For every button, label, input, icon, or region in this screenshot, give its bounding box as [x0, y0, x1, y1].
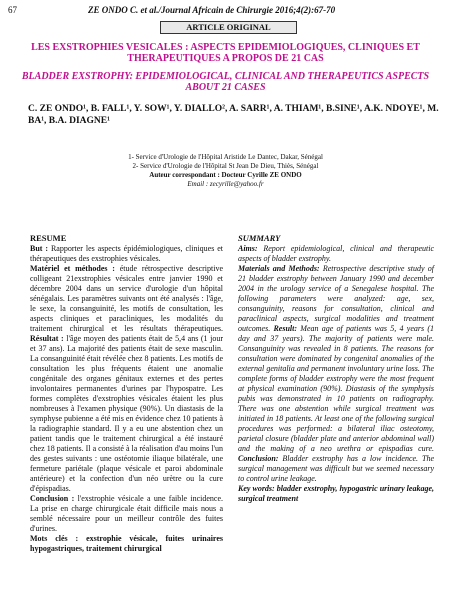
section-label: ARTICLE ORIGINAL — [160, 21, 297, 34]
affiliations — [60, 153, 391, 189]
resume-methods-text: étude rétrospective descriptive colligeant 21exstrophies vésicales entre janvier 1990 et décembre 2004 dans un service d'urologie d'un hôpital sénégalais. Les paramètres suivants ont été analysés : l'âge, le sexe, la consanguinité, les motifs de consultation, les aspects cliniques et paracliniques, les modalités du traitement chirurgical et les résultats thérapeutiques. — [30, 264, 224, 333]
affiliation-1: 1- Service d'Urologie de l'Hôpital Aristide Le Dantec, Dakar, Sénégal — [128, 153, 323, 161]
summary-conclusion-label: Conclusion: — [238, 454, 279, 463]
journal-citation: ZE ONDO C. et al./Journal Africain de Chirurgie 2016;4(2):67-70 — [88, 5, 336, 15]
summary-methods-text: Retrospective descriptive study of 21 bladder exstrophy between January 1990 and december 2004 in the urology service of a Senegalese hospital. The following parameters were analyzed: age, sex, consanguinity, reasons for consultation, clinical and paraclinical aspects, surgical modalities and treatment outcomes. — [238, 264, 435, 333]
running-header — [8, 5, 443, 19]
summary-result-text: Mean age of patients was 5, 4 years (1 day and 37 years). The majority of patients were male. Consanguinity was revealed in 8 patients. The reasons for consultation were dominated by congenital anomalies of the external genitalia and permanent involuntary urine loss. The complete forms of bladder exstrophy were the most frequent at physical examination (90%). Diastasis of the symphysis pubis was demonstrated in 10 patients on radiography. There was one abstention while surgical treatment was initiated in 18 patients. At least one of the following surgical procedures was performed: a bilateral iliac osteotomy, parietal closure (bladder plate and anterior abdominal wall) and the making of a neo urethra or epispadias cure. — [238, 324, 435, 453]
resume-methods-label: Matériel et méthodes : — [30, 264, 115, 273]
summary-keywords — [238, 484, 434, 504]
summary-aims-label: Aims: — [238, 244, 258, 253]
affiliation-2: 2- Service d'Urologie de l'Hôpital St Jean De Dieu, Thiès, Sénégal — [132, 162, 319, 170]
resume-results-label: Résultat : — [30, 334, 64, 343]
title-french: LES EXSTROPHIES VESICALES : ASPECTS EPIDEMIOLOGIQUES, CLINIQUES ET THERAPEUTIQUES A PROPOS DE 21 CAS — [31, 42, 420, 64]
resume-conclusion-label: Conclusion : — [30, 494, 75, 503]
resume-methods — [30, 264, 223, 494]
corresponding-author: Auteur correspondant : Docteur Cyrille ZE ONDO — [149, 171, 302, 179]
resume-but — [30, 244, 223, 264]
summary-aims-text: Report epidemiological, clinical and therapeutic aspects of bladder exstrophy. — [238, 244, 435, 263]
summary-methods — [238, 264, 434, 484]
abstract-french — [30, 233, 223, 554]
corresponding-email: Email : zecyrille@yahoo.fr — [187, 180, 264, 188]
resume-keywords-label: Mots clés : — [30, 534, 79, 543]
resume-keywords — [30, 534, 223, 554]
author-list: C. ZE ONDO¹, B. FALL¹, Y. SOW¹, Y. DIALLO², A. SARR¹, A. THIAM¹, B.SINE¹, A.K. NDOYE¹, M. BA¹, B.A. DIAGNE¹ — [28, 104, 439, 126]
summary-keywords-label: Key words: — [238, 484, 275, 493]
title-english: BLADDER EXSTROPHY: EPIDEMIOLOGICAL, CLINICAL AND THERAPEUTICS ASPECTS ABOUT 21 CASES — [21, 71, 430, 93]
abstract-english — [238, 233, 434, 504]
resume-but-text: Rapporter les aspects épidémiologiques, cliniques et thérapeutiques des exstrophies vésicales. — [30, 244, 224, 263]
resume-conclusion — [30, 494, 223, 534]
page-number: 67 — [8, 5, 17, 15]
summary-heading: SUMMARY — [238, 233, 281, 243]
summary-methods-label: Materials and Methods: — [238, 264, 320, 273]
resume-but-label: But : — [30, 244, 49, 253]
summary-conclusion-text: Bladder exstrophy has a low incidence. The surgical management was difficult but we seemed necessary to control urine leakage. — [238, 454, 434, 483]
resume-results-text: l'âge moyen des patients était de 5,4 ans (1 jour et 37 ans). La majorité des patients était de sexe masculin. La consanguinité était révélée chez 8 patients. Les motifs de consultation les plus fréquents étaient une anomalie congénitale des organes génitaux externes et des pertes involontaires permanentes d'urines par l'hypospatre. Les formes complètes d'exstrophies vésicales étaient les plus nombreuses à l'examen physique (90%). Un diastasis de la symphyse pubienne a été mis en évidence chez 10 patients à la radiographie standard. Il y a eu une abstention chez un patient tandis que le traitement chirurgical a été instauré chez 18 patients. Il a consisté à la réalisation d'au moins l'un des gestes suivants : une ostéotomie iliaque bilatérale, une fermeture pariétale (plaque vésicale et paroi abdominale antérieure) et la confection d'un néo urètre ou la cure d'épispadias. — [30, 334, 224, 493]
resume-heading: RESUME — [30, 233, 67, 243]
resume-keywords-text: exstrophie vésicale, fuites urinaires hypogastriques, traitement chirurgical — [30, 534, 223, 553]
summary-keywords-text: bladder exstrophy, hypogastric urinary leakage, surgical treatment — [238, 484, 434, 503]
summary-aims — [238, 244, 434, 264]
summary-result-label: Result: — [273, 324, 298, 333]
resume-conclusion-text: l'exstrophie vésicale a une faible incidence. La prise en charge chirurgicale était difficile mais nous a semblé nécessaire pour un meilleur contrôle des fuites d'urines. — [30, 494, 224, 533]
